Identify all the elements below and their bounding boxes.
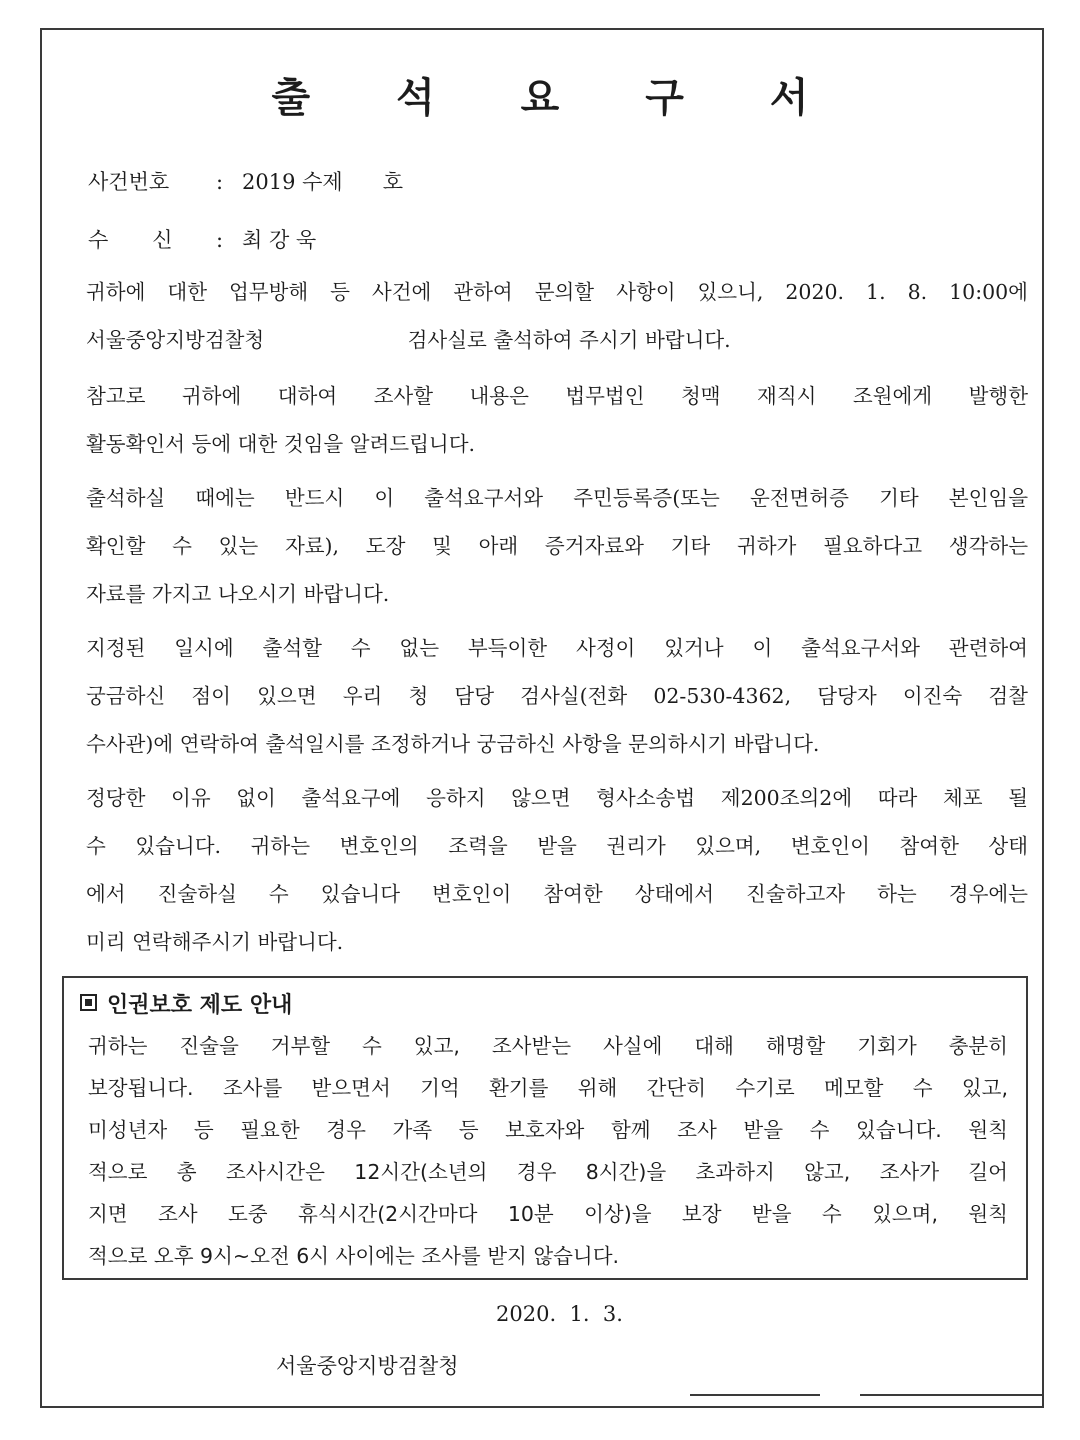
- paragraph-5-line-2: 수 있습니다. 귀하는 변호인의 조력을 받을 권리가 있으며, 변호인이 참여한 상태: [86, 834, 1028, 858]
- paragraph-5-line-4: 미리 연락해주시기 바랍니다.: [86, 930, 344, 954]
- case-number-colon: :: [216, 170, 224, 194]
- rights-notice-line-1: 귀하는 진술을 거부할 수 있고, 조사받는 사실에 대해 해명할 기회가 충분히: [88, 1034, 1008, 1058]
- paragraph-2-line-1: 참고로 귀하에 대하여 조사할 내용은 법무법인 청맥 재직시 조원에게 발행한: [86, 384, 1028, 408]
- paragraph-3-line-2: 확인할 수 있는 자료), 도장 및 아래 증거자료와 기타 귀하가 필요하다고 생각하는: [86, 534, 1028, 558]
- signature-line-left: [690, 1394, 820, 1396]
- recipient-row: [88, 224, 316, 254]
- issuing-office: 서울중앙지방검찰청: [276, 1354, 459, 1378]
- signature-line-right: [860, 1394, 1044, 1396]
- paragraph-1-line-2: 서울중앙지방검찰청 검사실로 출석하여 주시기 바랍니다.: [86, 328, 731, 352]
- rights-notice-title-text: 인권보호 제도 안내: [107, 993, 293, 1018]
- paragraph-5-line-1: 정당한 이유 없이 출석요구에 응하지 않으면 형사소송법 제200조의2에 따라 체포 될: [86, 786, 1028, 810]
- case-number-row: [88, 166, 403, 196]
- issue-date: 2020. 1. 3.: [496, 1302, 623, 1326]
- rights-notice-title: [80, 988, 292, 1019]
- paragraph-1-line-1: 귀하에 대한 업무방해 등 사건에 관하여 문의할 사항이 있으니, 2020. 1. 8. 10:00에: [86, 280, 1028, 304]
- square-bullet-icon: [80, 994, 97, 1011]
- paragraph-3-line-1: 출석하실 때에는 반드시 이 출석요구서와 주민등록증(또는 운전면허증 기타 본인임을: [86, 486, 1028, 510]
- rights-notice-line-3: 미성년자 등 필요한 경우 가족 등 보호자와 함께 조사 받을 수 있습니다. 원칙: [88, 1118, 1008, 1142]
- paragraph-2-line-2: 활동확인서 등에 대한 것임을 알려드립니다.: [86, 432, 476, 456]
- case-number-label: 사건번호: [88, 170, 170, 194]
- recipient-label: 수신: [88, 228, 217, 252]
- rights-notice-line-4: 적으로 총 조사시간은 12시간(소년의 경우 8시간)을 초과하지 않고, 조사가 길어: [88, 1160, 1008, 1184]
- paragraph-4-line-2: 궁금하신 점이 있으면 우리 청 담당 검사실(전화 02-530-4362, 담당자 이진숙 검찰: [86, 684, 1028, 708]
- document-title: 출 석 요 구 서: [271, 74, 845, 121]
- paragraph-4-line-1: 지정된 일시에 출석할 수 없는 부득이한 사정이 있거나 이 출석요구서와 관련하여: [86, 636, 1028, 660]
- rights-notice-line-2: 보장됩니다. 조사를 받으면서 기억 환기를 위해 간단히 수기로 메모할 수 있고,: [88, 1076, 1008, 1100]
- case-number-value: 2019 수제 호: [242, 170, 404, 194]
- rights-notice-line-6: 적으로 오후 9시~오전 6시 사이에는 조사를 받지 않습니다.: [88, 1244, 620, 1268]
- paragraph-4-line-3: 수사관)에 연락하여 출석일시를 조정하거나 궁금하신 사항을 문의하시기 바랍니다.: [86, 732, 820, 756]
- rights-notice-line-5: 지면 조사 도중 휴식시간(2시간마다 10분 이상)을 보장 받을 수 있으며, 원칙: [88, 1202, 1008, 1226]
- paragraph-3-line-3: 자료를 가지고 나오시기 바랍니다.: [86, 582, 390, 606]
- paragraph-5-line-3: 에서 진술하실 수 있습니다 변호인이 참여한 상태에서 진술하고자 하는 경우에는: [86, 882, 1028, 906]
- recipient-colon: :: [216, 228, 224, 252]
- recipient-value: 최 강 욱: [242, 228, 317, 252]
